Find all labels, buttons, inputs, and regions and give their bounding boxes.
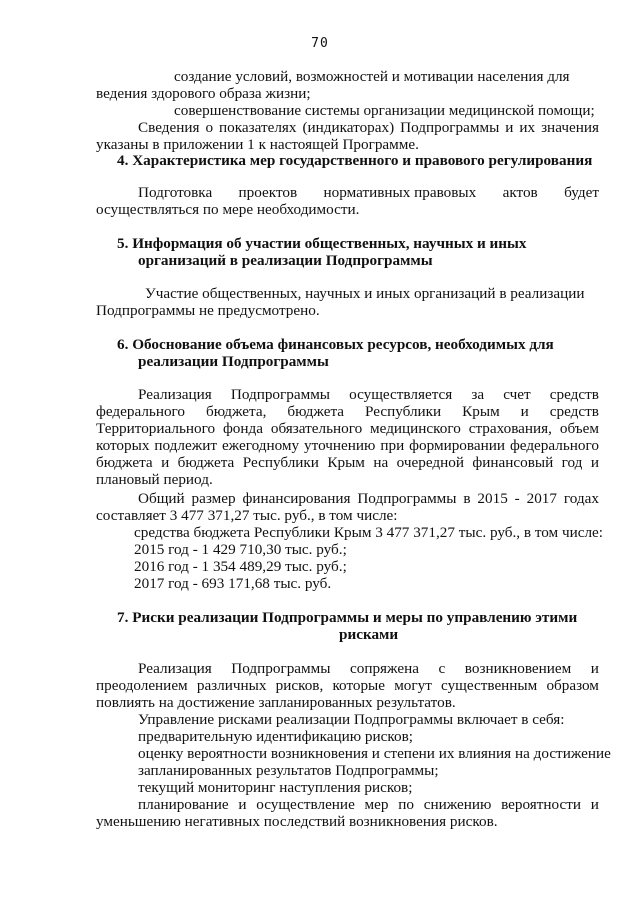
word: Подпрограммы — [231, 660, 331, 677]
intro-note — [138, 119, 599, 136]
risk-list-item-2-cont: запланированных результатов Подпрограммы; — [138, 762, 439, 779]
word: ежегодному — [221, 437, 300, 454]
word: и — [590, 660, 599, 677]
section-6-funding-source: средства бюджета Республики Крым 3 477 371,27 тыс. руб., в том числе: — [134, 524, 604, 541]
word: проектов — [238, 184, 298, 201]
word: бюджета — [177, 454, 235, 471]
word: на — [373, 454, 389, 471]
word: очередной — [396, 454, 464, 471]
section-6-paragraph-1-line-5 — [96, 454, 599, 471]
word: годах — [563, 490, 599, 507]
funding-2015: 2015 год - 1 429 710,30 тыс. руб.; — [134, 541, 347, 558]
section-7-paragraph-1-line-3: повлиять на достижение запланированных результатов. — [96, 694, 456, 711]
word: Сведения — [138, 119, 200, 136]
section-7-heading: 7. Риски реализации Подпрограммы и меры по управлению этими — [117, 609, 578, 626]
word: размер — [191, 490, 236, 507]
section-4-heading: 4. Характеристика мер государственного и правового регулирования — [117, 152, 593, 169]
word: преодолением — [96, 677, 188, 694]
word: сопряжена — [350, 660, 419, 677]
section-7-paragraph-1-line-2 — [96, 677, 599, 694]
word: показателях — [219, 119, 297, 136]
word: бюджета, — [205, 403, 267, 420]
word: их — [519, 119, 536, 136]
section-6-paragraph-1-line-3 — [96, 420, 599, 437]
word: (индикаторах) — [302, 119, 395, 136]
word: 2017 — [526, 490, 557, 507]
word: средств — [549, 386, 599, 403]
funding-2017: 2017 год - 693 171,68 тыс. руб. — [134, 575, 332, 592]
word: финансовый — [472, 454, 554, 471]
word: планирование — [138, 796, 229, 813]
word: о — [205, 119, 214, 136]
risk-list-item-4 — [138, 796, 599, 813]
word: которых — [96, 437, 150, 454]
word: фонда — [222, 420, 263, 437]
intro-note-cont: указаны в приложении 1 к настоящей Программе. — [96, 136, 419, 153]
word: бюджета — [287, 403, 345, 420]
word: Территориального — [96, 420, 216, 437]
section-7-paragraph-2: Управление рисками реализации Подпрограммы включает в себя: — [138, 711, 565, 728]
word: за — [471, 386, 485, 403]
word: при — [380, 437, 405, 454]
word: которые — [332, 677, 386, 694]
word: будет — [564, 184, 599, 201]
word: мер — [364, 796, 389, 813]
word: Республики — [242, 454, 319, 471]
word: и — [520, 403, 529, 420]
section-6-heading: 6. Обоснование объема финансовых ресурсов, необходимых для — [117, 336, 554, 353]
word: по — [398, 796, 414, 813]
word: возникновением — [464, 660, 572, 677]
section-5-paragraph-cont: Подпрограммы не предусмотрено. — [96, 302, 320, 319]
word: вероятности — [501, 796, 582, 813]
word: существенным — [441, 677, 538, 694]
section-5-heading: 5. Информация об участии общественных, научных и иных — [117, 235, 527, 252]
word: 2015 — [477, 490, 508, 507]
section-6-paragraph-2-cont: составляет 3 477 371,27 тыс. руб., в том числе: — [96, 507, 398, 524]
section-7-heading-cont: рисками — [339, 626, 399, 643]
word: Республики — [364, 403, 442, 420]
word: осуществляется — [349, 386, 453, 403]
word: средств — [549, 403, 599, 420]
word: Подпрограммы — [400, 119, 500, 136]
word: образом — [546, 677, 599, 694]
word: уточнению — [304, 437, 376, 454]
word: и — [590, 454, 599, 471]
word: и — [590, 796, 599, 813]
section-5-heading-cont: организаций в реализации Подпрограммы — [138, 252, 433, 269]
word: год — [561, 454, 583, 471]
word: счет — [503, 386, 531, 403]
section-6-paragraph-1 — [138, 386, 599, 403]
word: рисков, — [275, 677, 324, 694]
intro-item-1-cont: ведения здорового образа жизни; — [96, 85, 311, 102]
word: значения — [541, 119, 599, 136]
word: медицинского — [370, 420, 461, 437]
section-7-paragraph-1 — [138, 660, 599, 677]
risk-list-item-3: текущий мониторинг наступления рисков; — [138, 779, 413, 796]
word: федерального — [96, 403, 185, 420]
word: могут — [394, 677, 432, 694]
page-number: 70 — [311, 36, 329, 51]
section-6-paragraph-1-line-4 — [96, 437, 599, 454]
word: осуществление — [256, 796, 355, 813]
word: Реализация — [138, 660, 212, 677]
word: - — [514, 490, 520, 507]
word: в — [463, 490, 471, 507]
funding-2016: 2016 год - 1 354 489,29 тыс. руб.; — [134, 558, 347, 575]
word: бюджета — [96, 454, 153, 471]
section-4-paragraph — [138, 184, 599, 201]
word: федерального — [509, 437, 599, 454]
risk-list-item-1: предварительную идентификацию рисков; — [138, 728, 413, 745]
word: актов — [502, 184, 538, 201]
section-6-paragraph-2 — [138, 490, 599, 507]
word: Крым — [327, 454, 365, 471]
word: обязательного — [270, 420, 363, 437]
word: снижению — [423, 796, 492, 813]
section-6-paragraph-1-line-2 — [96, 403, 599, 420]
word: формировании — [409, 437, 505, 454]
word: и — [238, 796, 247, 813]
word: и — [505, 119, 514, 136]
section-6-paragraph-1-line-6: плановый период. — [96, 471, 213, 488]
section-4-paragraph-cont: осуществляться по мере необходимости. — [96, 201, 360, 218]
word: с — [438, 660, 446, 677]
word: Общий — [138, 490, 185, 507]
section-6-heading-cont: реализации Подпрограммы — [138, 353, 329, 370]
word: различных — [196, 677, 267, 694]
section-5-paragraph: Участие общественных, научных и иных организаций в реализации — [145, 285, 585, 302]
word: подлежит — [154, 437, 217, 454]
word: объем — [559, 420, 599, 437]
intro-item-1: создание условий, возможностей и мотивации населения для — [174, 68, 570, 85]
word: Реализация — [138, 386, 212, 403]
risk-list-item-2: оценку вероятности возникновения и степени их влияния на достижение — [138, 745, 611, 762]
word: страхования, — [468, 420, 552, 437]
word: Подпрограммы — [357, 490, 457, 507]
word: Подпрограммы — [230, 386, 331, 403]
intro-item-2: совершенствование системы организации медицинской помощи; — [174, 102, 595, 119]
word: и — [161, 454, 170, 471]
word: Крым — [462, 403, 500, 420]
word: нормативных правовых — [323, 184, 477, 201]
word: финансирования — [242, 490, 351, 507]
risk-list-item-4-cont: уменьшению негативных последствий возникновения рисков. — [96, 813, 498, 830]
word: Подготовка — [138, 184, 213, 201]
